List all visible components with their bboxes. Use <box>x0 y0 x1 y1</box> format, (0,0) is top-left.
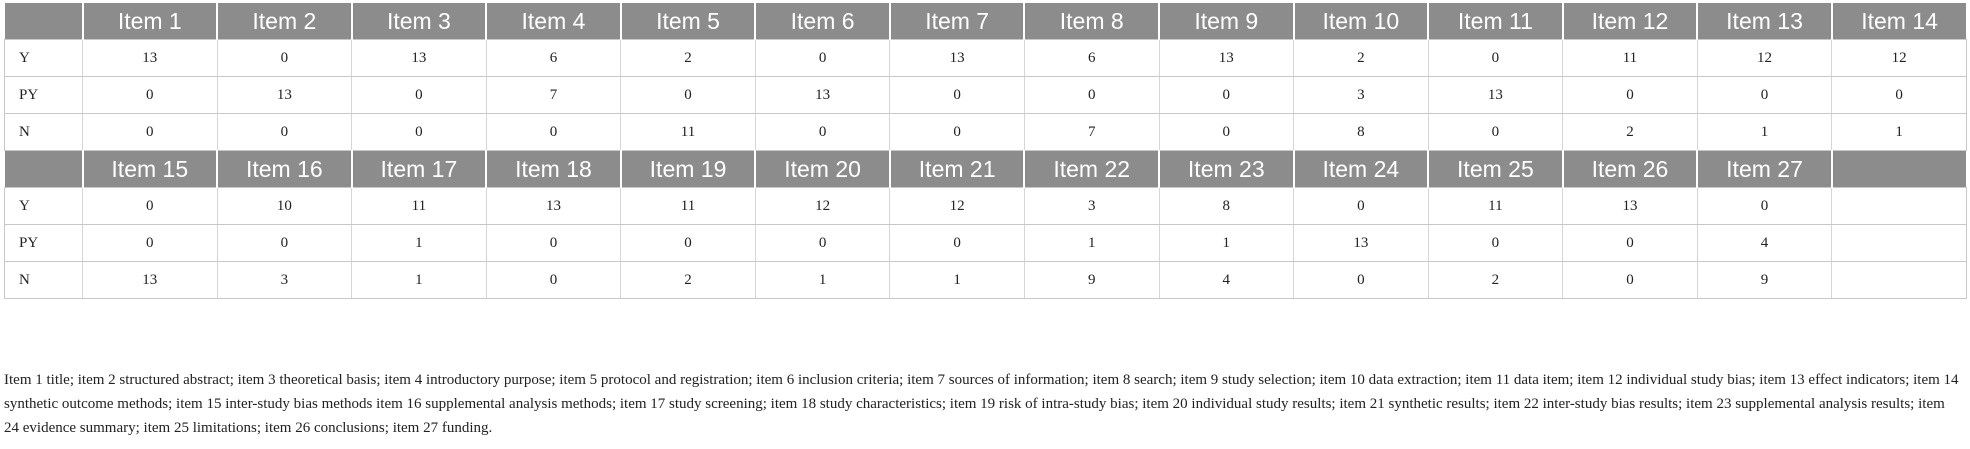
table-cell: 0 <box>352 114 487 151</box>
table-cell: 1 <box>352 262 487 299</box>
row-label: PY <box>5 77 83 114</box>
table-cell: 11 <box>1563 40 1698 77</box>
column-header: Item 22 <box>1024 151 1159 188</box>
table-cell <box>1832 188 1967 225</box>
table-cell: 2 <box>1294 40 1429 77</box>
header-row <box>5 3 1967 40</box>
table-cell: 0 <box>352 77 487 114</box>
header-corner-cell <box>5 151 83 188</box>
column-header: Item 16 <box>217 151 352 188</box>
table-cell: 13 <box>352 40 487 77</box>
table-cell: 3 <box>1024 188 1159 225</box>
table-cell: 12 <box>755 188 890 225</box>
table-row <box>5 225 1967 262</box>
table-cell: 0 <box>217 40 352 77</box>
table-row <box>5 77 1967 114</box>
column-header: Item 6 <box>755 3 890 40</box>
table-cell: 0 <box>83 114 218 151</box>
table-cell: 12 <box>1832 40 1967 77</box>
table-cell: 0 <box>1832 77 1967 114</box>
header-corner-cell <box>5 3 83 40</box>
table-cell: 0 <box>755 40 890 77</box>
table-cell: 11 <box>1428 188 1563 225</box>
table-cell: 0 <box>1294 188 1429 225</box>
table-cell: 4 <box>1697 225 1832 262</box>
table-cell: 13 <box>1563 188 1698 225</box>
header-row <box>5 151 1967 188</box>
table-cell: 9 <box>1024 262 1159 299</box>
table-cell: 0 <box>1428 225 1563 262</box>
column-header: Item 5 <box>621 3 756 40</box>
table-cell: 1 <box>1024 225 1159 262</box>
column-header: Item 13 <box>1697 3 1832 40</box>
column-header: Item 23 <box>1159 151 1294 188</box>
table-cell: 0 <box>1428 114 1563 151</box>
column-header: Item 15 <box>83 151 218 188</box>
column-header: Item 25 <box>1428 151 1563 188</box>
table-cell: 0 <box>1697 77 1832 114</box>
table-cell: 13 <box>1428 77 1563 114</box>
table-cell: 10 <box>217 188 352 225</box>
column-header: Item 4 <box>486 3 621 40</box>
table-body <box>5 3 1967 299</box>
items-table <box>4 3 1967 299</box>
column-header: Item 20 <box>755 151 890 188</box>
table-cell <box>1832 262 1967 299</box>
table-cell: 12 <box>890 188 1025 225</box>
table-cell: 0 <box>890 225 1025 262</box>
column-header: Item 7 <box>890 3 1025 40</box>
column-header: Item 21 <box>890 151 1025 188</box>
row-label: PY <box>5 225 83 262</box>
table-cell: 9 <box>1697 262 1832 299</box>
table-cell: 1 <box>1697 114 1832 151</box>
table-cell: 0 <box>217 225 352 262</box>
column-header: Item 24 <box>1294 151 1429 188</box>
table-cell: 6 <box>1024 40 1159 77</box>
table-cell: 0 <box>755 225 890 262</box>
column-header: Item 26 <box>1563 151 1698 188</box>
row-label: N <box>5 114 83 151</box>
table-cell: 0 <box>890 77 1025 114</box>
table-cell: 2 <box>621 262 756 299</box>
table-cell: 1 <box>1832 114 1967 151</box>
column-header: Item 8 <box>1024 3 1159 40</box>
row-label: Y <box>5 188 83 225</box>
table-cell: 13 <box>1294 225 1429 262</box>
table-cell: 0 <box>755 114 890 151</box>
column-header: Item 19 <box>621 151 756 188</box>
table-cell: 0 <box>1563 262 1698 299</box>
table-row <box>5 114 1967 151</box>
table-cell: 6 <box>486 40 621 77</box>
column-header: Item 3 <box>352 3 487 40</box>
table-cell: 1 <box>352 225 487 262</box>
table-cell: 0 <box>1428 40 1563 77</box>
table-cell: 1 <box>890 262 1025 299</box>
table-cell: 13 <box>217 77 352 114</box>
row-label: Y <box>5 40 83 77</box>
table-cell: 13 <box>890 40 1025 77</box>
table-cell: 13 <box>755 77 890 114</box>
table-cell: 4 <box>1159 262 1294 299</box>
table-cell: 7 <box>1024 114 1159 151</box>
table-row <box>5 40 1967 77</box>
column-header: Item 1 <box>83 3 218 40</box>
table-cell: 1 <box>1159 225 1294 262</box>
table-cell: 12 <box>1697 40 1832 77</box>
table-cell: 0 <box>1294 262 1429 299</box>
table-cell: 3 <box>1294 77 1429 114</box>
table-cell: 8 <box>1294 114 1429 151</box>
table-footnote: Item 1 title; item 2 structured abstract; item 3 theoretical basis; item 4 introductory purpose; item 5 protocol and registration; item 6 inclusion criteria; item 7 sources of information; item 8 search; item 9 study selection; item 10 data extraction; item 11 data item; item 12 individual study bias; item 13 effect indicators; item 14 synthetic outcome methods; item 15 inter-study bias methods item 16 supplemental analysis methods; item 17 study screening; item 18 study characteristics; item 19 risk of intra-study bias; item 20 individual study results; item 21 synthetic results; item 22 inter-study bias results; item 23 supplemental analysis results; item 24 evidence summary; item 25 limitations; item 26 conclusions; item 27 funding. <box>4 372 1959 436</box>
table-cell: 0 <box>217 114 352 151</box>
table-cell: 0 <box>621 225 756 262</box>
table-cell: 0 <box>486 114 621 151</box>
table-cell: 11 <box>352 188 487 225</box>
table-cell: 0 <box>1563 77 1698 114</box>
table-cell: 0 <box>1563 225 1698 262</box>
table-row <box>5 188 1967 225</box>
table-cell: 0 <box>486 262 621 299</box>
table-cell: 2 <box>621 40 756 77</box>
column-header: Item 18 <box>486 151 621 188</box>
table-cell: 7 <box>486 77 621 114</box>
table-cell: 0 <box>83 225 218 262</box>
column-header: Item 9 <box>1159 3 1294 40</box>
table-row <box>5 262 1967 299</box>
column-header: Item 2 <box>217 3 352 40</box>
table-cell: 0 <box>621 77 756 114</box>
table-cell: 8 <box>1159 188 1294 225</box>
table-cell: 1 <box>755 262 890 299</box>
table-cell: 0 <box>83 188 218 225</box>
column-header: Item 11 <box>1428 3 1563 40</box>
table-cell: 0 <box>1024 77 1159 114</box>
table-cell: 13 <box>486 188 621 225</box>
table-cell: 3 <box>217 262 352 299</box>
table-cell: 0 <box>1159 114 1294 151</box>
row-label: N <box>5 262 83 299</box>
column-header: Item 10 <box>1294 3 1429 40</box>
table-cell: 0 <box>1697 188 1832 225</box>
table-cell <box>1832 225 1967 262</box>
table-cell: 11 <box>621 114 756 151</box>
column-header: Item 17 <box>352 151 487 188</box>
table-cell: 0 <box>890 114 1025 151</box>
table-cell: 13 <box>83 262 218 299</box>
column-header: Item 12 <box>1563 3 1698 40</box>
table-cell: 0 <box>83 77 218 114</box>
table-cell: 13 <box>83 40 218 77</box>
table-cell: 13 <box>1159 40 1294 77</box>
table-cell: 0 <box>1159 77 1294 114</box>
table-cell: 11 <box>621 188 756 225</box>
column-header: Item 27 <box>1697 151 1832 188</box>
table-cell: 2 <box>1428 262 1563 299</box>
column-header: Item 14 <box>1832 3 1967 40</box>
column-header <box>1832 151 1967 188</box>
table-cell: 2 <box>1563 114 1698 151</box>
table-cell: 0 <box>486 225 621 262</box>
